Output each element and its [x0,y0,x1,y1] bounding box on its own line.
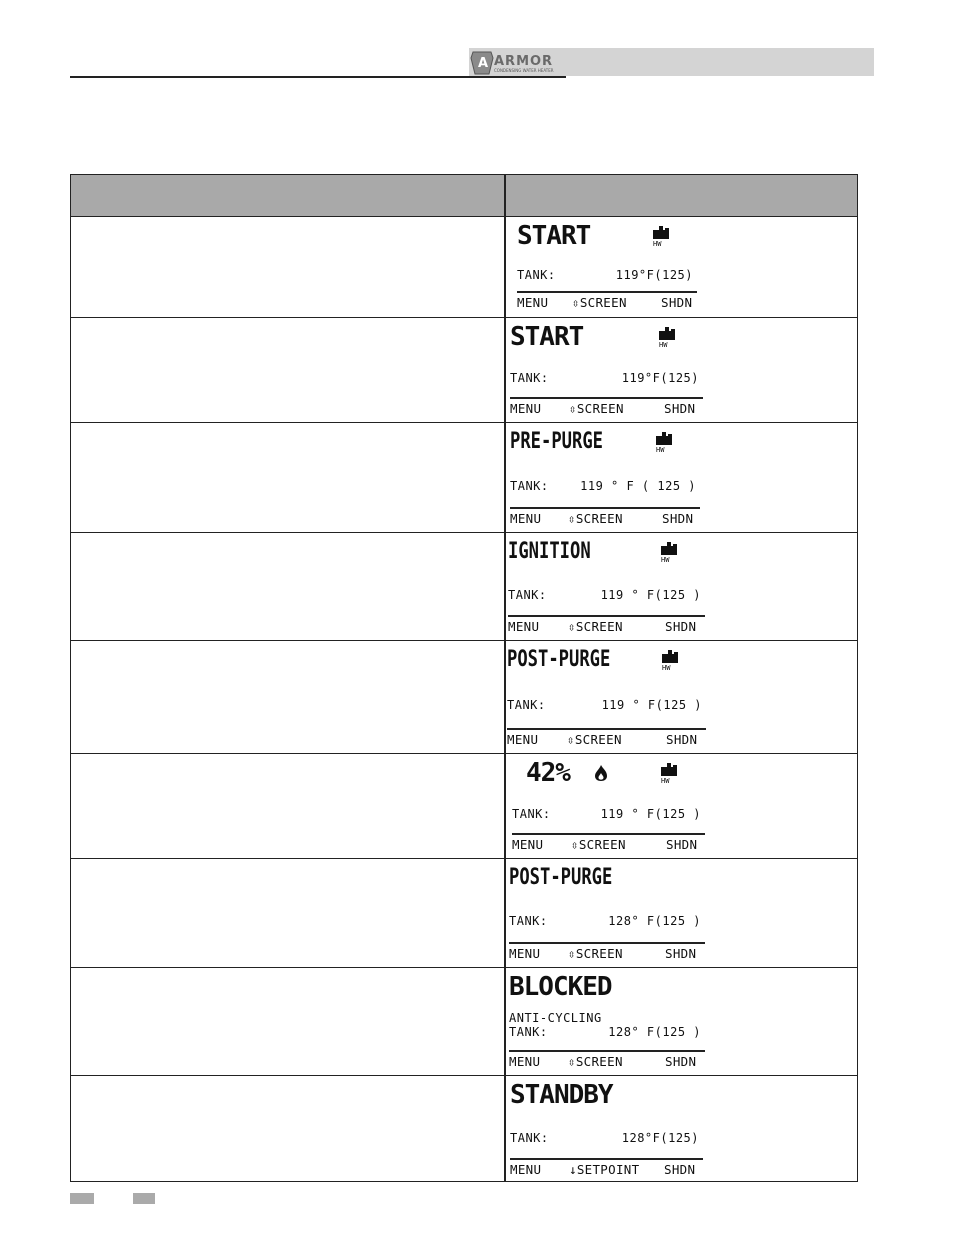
tank-label: TANK: [510,1131,549,1145]
softkey-screen: ⇳SCREEN [569,401,624,416]
tank-temperature-value: 119 ° F(125 ) [600,588,701,602]
softkey-shdn: SHDN [662,511,694,526]
softkey-shdn: SHDN [665,1054,697,1069]
lcd-screen [508,537,707,637]
hot-water-icon [654,431,674,453]
table-row [71,1075,857,1183]
softkey-shdn: SHDN [665,946,697,961]
lcd-screen [509,972,707,1072]
softkey-shdn: SHDN [666,837,698,852]
tank-temperature-value: 119°F(125) [615,268,693,282]
svg-text:HW: HW [659,341,668,348]
header-bar [566,48,874,76]
softkey-menu: MENU [508,619,540,634]
hot-water-icon [657,326,677,348]
lcd-menu-rule [510,1158,703,1160]
softkey-screen: ⇳SCREEN [568,1054,623,1069]
hot-water-icon [659,762,679,784]
lcd-screen [512,758,707,855]
softkey-shdn: SHDN [664,1162,696,1177]
tank-temperature-value: 119 ° F ( 125 ) [580,479,696,493]
table-row [71,532,857,640]
row-description-cell [71,1076,504,1183]
tank-temperature-value: 119 ° F(125 ) [601,698,702,712]
lcd-menu-rule [507,728,706,730]
table-header [71,175,857,217]
softkey-screen: ⇳SCREEN [568,946,623,961]
tank-temperature-value: 128° F(125 ) [608,1025,701,1039]
lcd-status-title: START [510,322,584,352]
tank-label: TANK: [517,268,556,282]
tank-label: TANK: [510,479,549,493]
lcd-menu-rule [508,615,705,617]
lcd-menu-rule [509,942,705,944]
svg-text:HW: HW [653,240,662,247]
lcd-status-title: POST-PURGE [509,865,613,890]
status-screens-table [70,174,858,1182]
softkey-menu: MENU [509,1054,541,1069]
svg-text:HW: HW [661,556,670,563]
lcd-status-title: STANDBY [510,1080,613,1110]
svg-text:ARMOR: ARMOR [494,54,554,69]
flame-icon [594,764,608,782]
softkey-menu: MENU [510,1162,542,1177]
tank-label: TANK: [509,1025,548,1039]
softkey-menu: MENU [509,946,541,961]
footer-page-block [70,1193,94,1204]
lcd-status-title: PRE-PURGE [510,429,603,454]
lcd-menu-rule [517,291,697,293]
header-rule [70,76,566,78]
svg-text:CONDENSING WATER HEATER: CONDENSING WATER HEATER [494,68,554,73]
table-row [71,217,857,317]
softkey-screen: ⇳SCREEN [568,511,623,526]
lcd-screen [517,221,699,313]
softkey-shdn: SHDN [664,401,696,416]
row-description-cell [71,318,504,422]
row-description-cell [71,217,504,317]
tank-temperature-value: 128°F(125) [621,1131,699,1145]
softkey-menu: MENU [512,837,544,852]
table-row [71,640,857,753]
softkey-screen: ⇳SCREEN [572,295,627,310]
lcd-screen [510,322,705,419]
svg-text:HW: HW [661,777,670,784]
lcd-status-title: IGNITION [508,539,591,564]
lcd-menu-rule [509,1050,705,1052]
lcd-screen [510,427,702,529]
softkey-screen: ↓SETPOINT [569,1162,640,1177]
softkey-menu: MENU [517,295,549,310]
hot-water-icon [660,649,680,671]
lcd-status-title: BLOCKED [509,972,612,1002]
softkey-menu: MENU [510,401,542,416]
table-row [71,967,857,1075]
lcd-screen [509,863,707,964]
tank-temperature-value: 119 ° F(125 ) [600,807,701,821]
lcd-status-title: 42% [526,758,570,788]
lcd-status-title: START [517,221,591,251]
lcd-subtitle: ANTI-CYCLING [509,1011,602,1025]
tank-label: TANK: [509,914,548,928]
softkey-screen: ⇳SCREEN [567,732,622,747]
svg-text:A: A [478,56,490,71]
softkey-menu: MENU [510,511,542,526]
tank-label: TANK: [507,698,546,712]
lcd-menu-rule [510,397,703,399]
lcd-screen [507,645,708,750]
table-row [71,317,857,422]
softkey-screen: ⇳SCREEN [568,619,623,634]
row-description-cell [71,859,504,967]
lcd-menu-rule [512,833,705,835]
row-description-cell [71,423,504,532]
tank-label: TANK: [512,807,551,821]
softkey-shdn: SHDN [666,732,698,747]
row-description-cell [71,533,504,640]
svg-text:HW: HW [662,664,671,671]
softkey-menu: MENU [507,732,539,747]
armor-logo [469,48,566,76]
lcd-screen [510,1080,705,1180]
svg-text:HW: HW [656,446,665,453]
hot-water-icon [659,541,679,563]
row-description-cell [71,968,504,1075]
footer-section-block [133,1193,155,1204]
row-description-cell [71,641,504,753]
table-row [71,753,857,858]
tank-label: TANK: [510,371,549,385]
table-row [71,858,857,967]
tank-temperature-value: 119°F(125) [621,371,699,385]
lcd-menu-rule [510,507,700,509]
hot-water-icon [651,225,671,247]
tank-label: TANK: [508,588,547,602]
softkey-shdn: SHDN [665,619,697,634]
tank-temperature-value: 128° F(125 ) [608,914,701,928]
softkey-shdn: SHDN [661,295,693,310]
table-row [71,422,857,532]
softkey-screen: ⇳SCREEN [571,837,626,852]
row-description-cell [71,754,504,858]
lcd-status-title: POST-PURGE [507,647,611,672]
